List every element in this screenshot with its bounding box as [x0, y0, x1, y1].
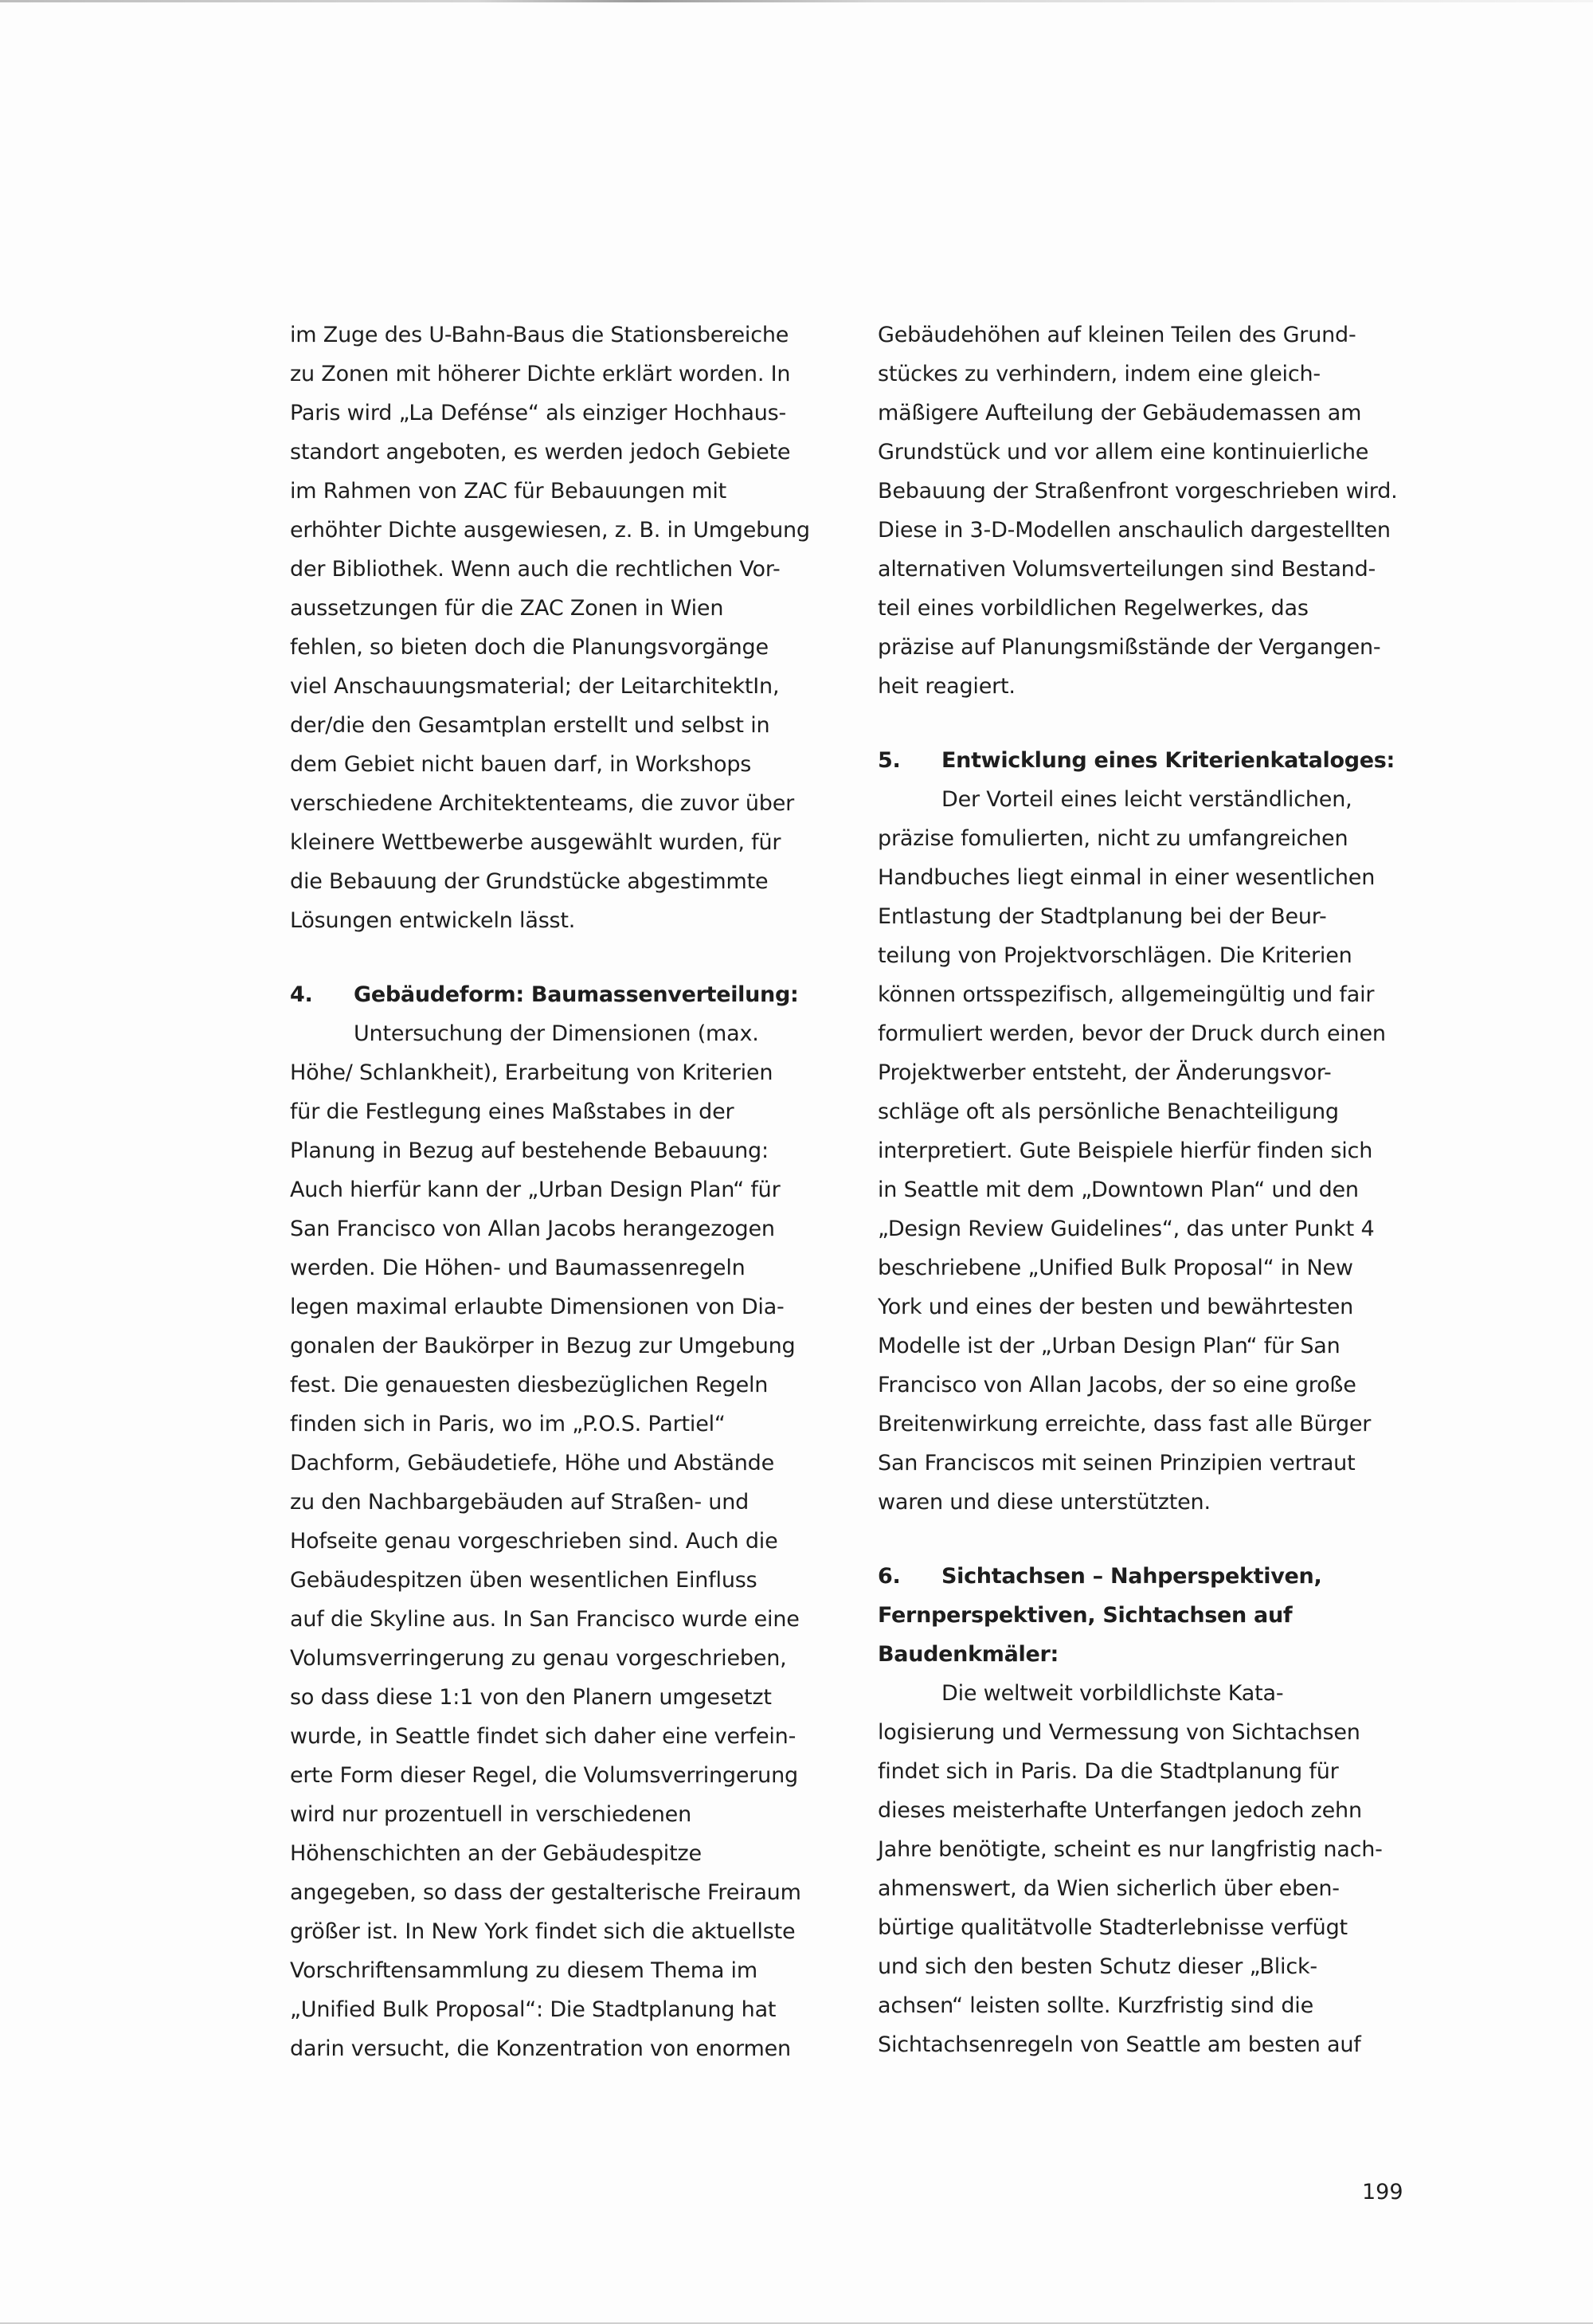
text-line: stückes zu verhindern, indem eine gleich- [878, 362, 1321, 386]
text-line: präzise fomulierten, nicht zu umfangreichen [878, 826, 1348, 851]
section-number: 6. [878, 1564, 901, 1589]
section-6-heading-cont: Fernperspektiven, Sichtachsen auf [878, 1603, 1293, 1628]
text-line: wurde, in Seattle findet sich daher eine verfein- [290, 1724, 796, 1749]
text-line: Höhe/ Schlankheit), Erarbeitung von Kriterien [290, 1060, 773, 1085]
text-line: erte Form dieser Regel, die Volumsverringerung [290, 1763, 798, 1788]
text-line: Volumsverringerung zu genau vorgeschrieben, [290, 1646, 787, 1671]
text-line: Untersuchung der Dimensionen (max. [354, 1021, 759, 1046]
text-line: dieses meisterhafte Unterfangen jedoch zehn [878, 1798, 1362, 1823]
text-line: aussetzungen für die ZAC Zonen in Wien [290, 596, 724, 621]
text-line: angegeben, so dass der gestalterische Freiraum [290, 1880, 801, 1905]
section-title: Sichtachsen – Nahperspektiven, [941, 1564, 1322, 1589]
section-6-heading-cont: Baudenkmäler: [878, 1642, 1059, 1667]
text-line: Jahre benötigte, scheint es nur langfristig nach- [878, 1837, 1383, 1862]
text-line: Francisco von Allan Jacobs, der so eine große [878, 1373, 1356, 1397]
text-line: kleinere Wettbewerbe ausgewählt wurden, für [290, 830, 781, 855]
text-line: mäßigere Aufteilung der Gebäudemassen am [878, 401, 1362, 425]
section-title: Gebäudeform: Baumassenverteilung: [354, 982, 799, 1007]
text-line: Gebäudespitzen üben wesentlichen Einfluss [290, 1568, 757, 1593]
text-line: finden sich in Paris, wo im „P.O.S. Partiel“ [290, 1412, 726, 1436]
text-line: logisierung und Vermessung von Sichtachsen [878, 1720, 1360, 1745]
text-line: darin versucht, die Konzentration von enormen [290, 2036, 791, 2061]
text-line: Der Vorteil eines leicht verständlichen, [941, 787, 1352, 812]
text-line: und sich den besten Schutz dieser „Blick- [878, 1954, 1317, 1979]
text-line: Projektwerber entsteht, der Änderungsvor- [878, 1060, 1332, 1085]
text-line: ahmenswert, da Wien sicherlich über eben- [878, 1876, 1340, 1901]
text-line: Planung in Bezug auf bestehende Bebauung: [290, 1138, 769, 1163]
text-line: Diese in 3-D-Modellen anschaulich dargestellten [878, 518, 1391, 543]
text-line: teilung von Projektvorschlägen. Die Kriterien [878, 943, 1352, 968]
text-line: zu Zonen mit höherer Dichte erklärt worden. In [290, 362, 791, 386]
text-line: Entlastung der Stadtplanung bei der Beur- [878, 904, 1327, 929]
text-line: Gebäudehöhen auf kleinen Teilen des Grund- [878, 323, 1356, 347]
text-line: erhöhter Dichte ausgewiesen, z. B. in Umgebung [290, 518, 810, 543]
right-column [878, 315, 1435, 2064]
text-line: Grundstück und vor allem eine kontinuierliche [878, 440, 1369, 464]
text-line: „Design Review Guidelines“, das unter Punkt 4 [878, 1217, 1375, 1241]
text-line: Handbuches liegt einmal in einer wesentlichen [878, 865, 1376, 890]
text-line: Modelle ist der „Urban Design Plan“ für San [878, 1334, 1341, 1358]
text-line: der Bibliothek. Wenn auch die rechtlichen Vor- [290, 557, 781, 582]
text-line: dem Gebiet nicht bauen darf, in Workshops [290, 752, 752, 777]
text-line: Lösungen entwickeln lässt. [290, 908, 576, 933]
right-intro-paragraph [878, 315, 1435, 706]
text-line: alternativen Volumsverteilungen sind Bestand- [878, 557, 1376, 582]
text-line: größer ist. In New York findet sich die aktuellste [290, 1919, 796, 1944]
text-line: waren und diese unterstützten. [878, 1490, 1211, 1515]
paragraph-gap [290, 940, 847, 975]
text-line: werden. Die Höhen- und Baumassenregeln [290, 1256, 746, 1280]
text-line: fest. Die genauesten diesbezüglichen Regeln [290, 1373, 769, 1397]
text-line: Auch hierfür kann der „Urban Design Plan“ für [290, 1178, 781, 1202]
text-line: wird nur prozentuell in verschiedenen [290, 1802, 692, 1827]
text-line: beschriebene „Unified Bulk Proposal“ in New [878, 1256, 1353, 1280]
text-line: teil eines vorbildlichen Regelwerkes, das [878, 596, 1309, 621]
text-line: bürtige qualitätvolle Stadterlebnisse verfügt [878, 1915, 1348, 1940]
text-line: viel Anschauungsmaterial; der LeitarchitektIn, [290, 674, 780, 699]
text-line: können ortsspezifisch, allgemeingültig und fair [878, 982, 1375, 1007]
text-line: im Rahmen von ZAC für Bebauungen mit [290, 479, 727, 504]
text-line: verschiedene Architektenteams, die zuvor über [290, 791, 795, 816]
text-line: Dachform, Gebäudetiefe, Höhe und Abstände [290, 1451, 775, 1476]
text-line: zu den Nachbargebäuden auf Straßen- und [290, 1490, 750, 1515]
text-line: im Zuge des U-Bahn-Baus die Stationsbereiche [290, 323, 789, 347]
text-line: Paris wird „La Defénse“ als einziger Hochhaus- [290, 401, 787, 425]
text-line: gonalen der Baukörper in Bezug zur Umgebung [290, 1334, 796, 1358]
text-line: der/die den Gesamtplan erstellt und selbst in [290, 713, 770, 738]
paragraph-gap [878, 706, 1435, 741]
section-number: 4. [290, 982, 313, 1007]
section-6-heading [878, 1557, 1435, 1596]
page-number: 199 [1362, 2180, 1403, 2204]
text-line: in Seattle mit dem „Downtown Plan“ und den [878, 1178, 1359, 1202]
text-line: legen maximal erlaubte Dimensionen von Dia- [290, 1295, 785, 1319]
text-line: findet sich in Paris. Da die Stadtplanung für [878, 1759, 1339, 1784]
text-line: heit reagiert. [878, 674, 1016, 699]
text-line: San Francisco von Allan Jacobs herangezogen [290, 1217, 775, 1241]
text-line: präzise auf Planungsmißstände der Vergangen- [878, 635, 1381, 660]
text-line: „Unified Bulk Proposal“: Die Stadtplanung hat [290, 1997, 777, 2022]
section-6 [878, 1557, 1435, 2064]
section-4 [290, 975, 847, 2068]
text-line: fehlen, so bieten doch die Planungsvorgänge [290, 635, 769, 660]
text-line: standort angeboten, es werden jedoch Gebiete [290, 440, 791, 464]
text-line: York und eines der besten und bewährtesten [878, 1295, 1354, 1319]
text-line: Höhenschichten an der Gebäudespitze [290, 1841, 702, 1866]
text-line: Hofseite genau vorgeschrieben sind. Auch die [290, 1529, 778, 1554]
text-line: Vorschriftensammlung zu diesem Thema im [290, 1958, 757, 1983]
text-line: schläge oft als persönliche Benachteiligung [878, 1099, 1339, 1124]
text-line: San Franciscos mit seinen Prinzipien vertraut [878, 1451, 1356, 1476]
text-line: Sichtachsenregeln von Seattle am besten auf [878, 2032, 1361, 2057]
section-5-heading [878, 741, 1435, 780]
section-4-heading [290, 975, 847, 1014]
text-line: formuliert werden, bevor der Druck durch einen [878, 1021, 1386, 1046]
text-line: Bebauung der Straßenfront vorgeschrieben wird. [878, 479, 1398, 504]
text-line: für die Festlegung eines Maßstabes in der [290, 1099, 734, 1124]
text-line: Breitenwirkung erreichte, dass fast alle Bürger [878, 1412, 1372, 1436]
text-line: die Bebauung der Grundstücke abgestimmte [290, 869, 769, 894]
section-title: Entwicklung eines Kriterienkataloges: [941, 748, 1395, 773]
scan-edge-top [0, 0, 1593, 2]
section-5 [878, 741, 1435, 1522]
paragraph-gap [878, 1522, 1435, 1557]
text-line: Die weltweit vorbildlichste Kata- [941, 1681, 1284, 1706]
text-line: interpretiert. Gute Beispiele hierfür finden sich [878, 1138, 1373, 1163]
text-line: auf die Skyline aus. In San Francisco wurde eine [290, 1607, 800, 1632]
section-number: 5. [878, 748, 901, 773]
left-column [290, 315, 847, 2068]
text-line: achsen“ leisten sollte. Kurzfristig sind die [878, 1993, 1314, 2018]
text-line: so dass diese 1:1 von den Planern umgesetzt [290, 1685, 772, 1710]
left-intro-paragraph [290, 315, 847, 940]
